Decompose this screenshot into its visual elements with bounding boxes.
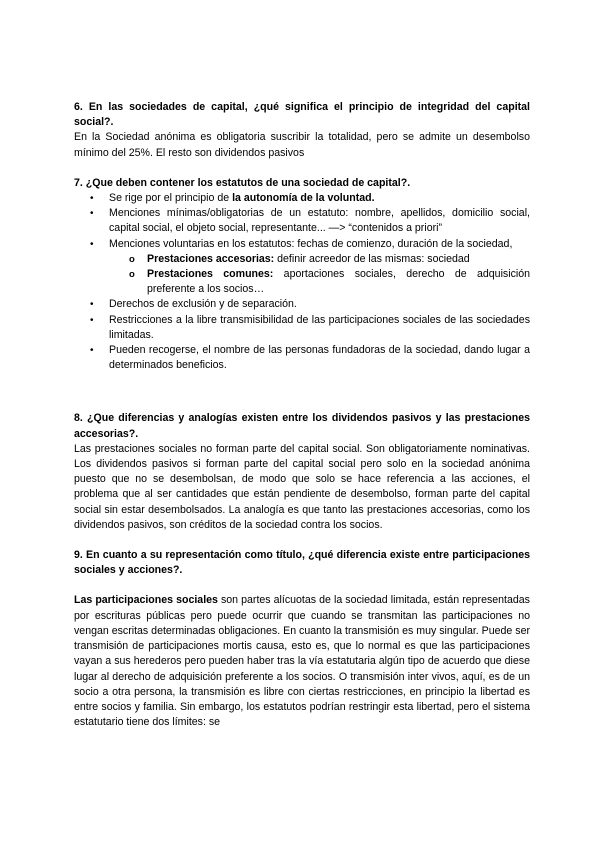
list-item <box>74 206 530 236</box>
list-item-text: Restricciones a la libre transmisibilidad de las participaciones sociales de las sociedades limitadas. <box>109 313 530 341</box>
question-6-answer: En la Sociedad anónima es obligatoria suscribir la totalidad, pero se admite un desembolso mínimo del 25%. El resto son dividendos pasivos <box>74 131 530 159</box>
spacer <box>74 161 530 176</box>
spacer <box>74 373 530 411</box>
question-8-title: 8. ¿Que diferencias y analogías existen entre los dividendos pasivos y las prestaciones accesorias?. <box>74 412 530 440</box>
list-item-text: Derechos de exclusión y de separación. <box>109 298 297 311</box>
sublist-item <box>74 267 530 297</box>
list-item-bold-text: la autonomía de la voluntad. <box>232 192 375 205</box>
sub-bullet-icon: o <box>129 253 135 265</box>
document-page <box>74 100 530 730</box>
sublist-item-bold-text: Prestaciones accesorias: <box>147 252 275 265</box>
sublist-item-text: definir acreedor de las mismas: sociedad <box>274 252 470 265</box>
list-item-text: Se rige por el principio de <box>109 192 233 205</box>
bullet-icon: • <box>90 238 94 250</box>
sublist-item-text: aportaciones sociales, derecho de adquisición preferente a los socios… <box>147 268 531 296</box>
bullet-icon: • <box>90 314 94 326</box>
question-9-answer-text: son partes alícuotas de la sociedad limitada, están representadas por escrituras públicas pero puede ocurrir que cuando se transmitan las participaciones no vengan escritas determinadas obligaciones. En cuanto la transmisión es muy singular. Puede ser transmisión de participaciones mortis causa, esto es, que lo normal es que las participaciones vayan a sus herederos pero pueden haber tras la vía estatutaria algún tipo de acuerdo que diese lugar al derecho de adquisición preferente a los socios. O transmisión inter vivos, aquí, es de un socio a otra persona, la transmisión es libre con ciertas restricciones, en principio la libertad es entre socios y familia. Sin embargo, los estatutos podrían restringir esta libertad, pero el sistema estatutario tiene dos límites: se <box>74 594 530 729</box>
question-6-title: 6. En las sociedades de capital, ¿qué significa el principio de integridad del capital social?. <box>74 101 530 129</box>
sublist-item <box>74 252 530 267</box>
question-8-answer: Las prestaciones sociales no forman parte del capital social. Son obligatoriamente nominativas. Los dividendos pasivos si forman parte del capital social pero solo en la sociedad anónima puesto que no se desembolsan, de modo que solo se hace referencia a las acciones, el problema que al ser cantidades que están pendiente de desembolso, forman parte del capital social sin estar desembolsados. La analogía es que tanto las prestaciones accesorias, como los dividendos pasivos, son créditos de la sociedad contra los socios. <box>74 442 530 531</box>
list-item <box>74 237 530 252</box>
bullet-icon: • <box>90 193 94 205</box>
list-item <box>74 313 530 343</box>
question-7-list-continued <box>74 297 530 373</box>
list-item-text: Menciones mínimas/obligatorias de un estatuto: nombre, apellidos, domicilio social, capital social, el objeto social, representante... —> “contenidos a priori” <box>109 207 530 235</box>
bullet-icon: • <box>90 208 94 220</box>
question-9-answer <box>74 593 530 730</box>
list-item <box>74 297 530 312</box>
question-9-title: 9. En cuanto a su representación como título, ¿qué diferencia existe entre participaciones sociales y acciones?. <box>74 549 530 577</box>
list-item-text: Pueden recogerse, el nombre de las personas fundadoras de la sociedad, dando lugar a determinados beneficios. <box>109 344 530 372</box>
sub-bullet-icon: o <box>129 269 135 281</box>
question-7-title: 7. ¿Que deben contener los estatutos de una sociedad de capital?. <box>74 176 411 189</box>
question-9-answer-bold: Las participaciones sociales <box>74 594 218 607</box>
question-7-sublist <box>74 252 530 298</box>
bullet-icon: • <box>90 345 94 357</box>
question-7-list <box>74 191 530 252</box>
bullet-icon: • <box>90 299 94 311</box>
list-item <box>74 343 530 373</box>
spacer <box>74 578 530 593</box>
list-item <box>74 191 530 206</box>
spacer <box>74 533 530 548</box>
list-item-text: Menciones voluntarias en los estatutos: fechas de comienzo, duración de la sociedad, <box>109 237 513 250</box>
sublist-item-bold-text: Prestaciones comunes: <box>147 268 274 281</box>
